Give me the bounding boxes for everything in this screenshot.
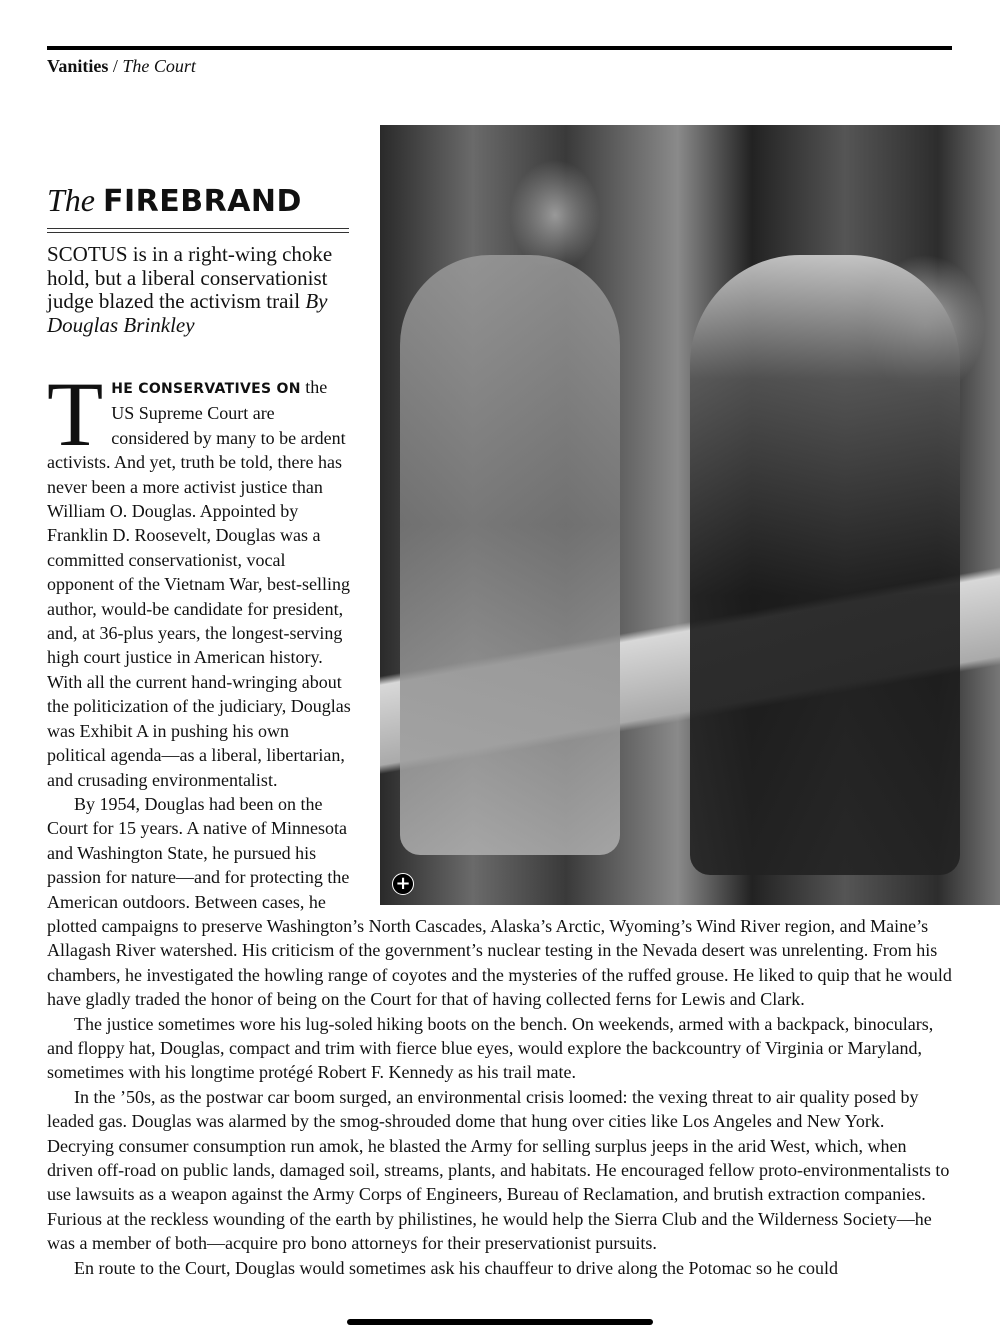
paragraph-text: the US Supreme Court are considered by many to be ardent activists. And yet, truth be told, there has never been a more activist justice than William O. Douglas. Appointed by Franklin D. Roosevelt, Douglas was a committed conservationist, vocal opponent of the Vietnam War, best-selling author, would-be candidate for president, and, at 36-plus years, the longest-serving high court justice in American history. With all the current hand-wringing about the politicization of the judiciary, Douglas was Exhibit A in pushing his own political agenda—as a liberal, libertarian, and crusading environmentalist. <box>47 377 351 790</box>
title-double-rule <box>47 228 349 233</box>
article-photo[interactable] <box>380 125 1000 905</box>
title-main: FIREBRAND <box>103 184 302 219</box>
section-name: Vanities <box>47 56 109 76</box>
photo-figure-right <box>690 255 960 875</box>
breadcrumb-separator: / <box>112 56 118 76</box>
paragraph: In the ’50s, as the postwar car boom surged, an environmental crisis loomed: the vexing threat to air quality posed by leaded gas. Douglas was alarmed by the smog-shrouded dome that hung over cities like Los Angeles and New York. Decrying consumer consumption run amok, he blasted the Army for selling surplus jeeps in the arid West, which, when driven off-road on public lands, damaged soil, streams, plants, and habitats. He encouraged fellow proto-environmentalists to use lawsuits as a weapon against the Army Corps of Engineers, Bureau of Reclamation, and brutish extraction companies. Furious at the reckless wounding of the earth by philistines, he would help the Sierra Club and the Wilderness Society—he was a member of both—acquire pro bono attorneys for their preservationist pursuits. <box>47 1086 950 1254</box>
plus-circle-icon[interactable]: + <box>392 873 414 895</box>
article-deck <box>47 243 352 337</box>
paragraph: En route to the Court, Douglas would sometimes ask his chauffeur to drive along the Potomac so he could <box>74 1257 839 1278</box>
paragraph: By 1954, Douglas had been on the Court for 15 years. A native of Minnesota and Washington State, he pursued his passion for nature—and for protecting the American outdoors. Between cases, he plotted campaigns to preserve Washington’s North Cascades, Alaska’s Arctic, Wyoming’s Wind River region, and Maine’s Allagash River watershed. His criticism of the government’s nuclear testing in the Nevada desert was unrelenting. From his chambers, he investigated the howling range of coyotes and the mysteries of the ruffed grouse. He liked to quip that he would have gladly traded the honor of being on the Court for that of having collected ferns for Lewis and Clark. <box>47 793 952 1010</box>
lead-in: HE CONSERVATIVES ON <box>111 381 301 397</box>
drop-cap: T <box>47 363 104 465</box>
subsection-name: The Court <box>122 56 196 76</box>
deck-text: SCOTUS is in a right-wing choke hold, but a liberal conservationist judge blazed the activism trail <box>47 242 333 313</box>
photo-figure-left <box>400 255 620 855</box>
home-indicator[interactable] <box>347 1319 653 1325</box>
paragraph: The justice sometimes wore his lug-soled hiking boots on the bench. On weekends, armed with a backpack, binoculars, and floppy hat, Douglas, compact and trim with fierce blue eyes, would explore the backcountry of Virginia or Maryland, sometimes with his longtime protégé Robert F. Kennedy as his trail mate. <box>47 1013 934 1083</box>
title-prefix: The <box>47 182 95 218</box>
byline: By Douglas Brinkley <box>47 289 328 337</box>
article <box>47 0 952 1280</box>
